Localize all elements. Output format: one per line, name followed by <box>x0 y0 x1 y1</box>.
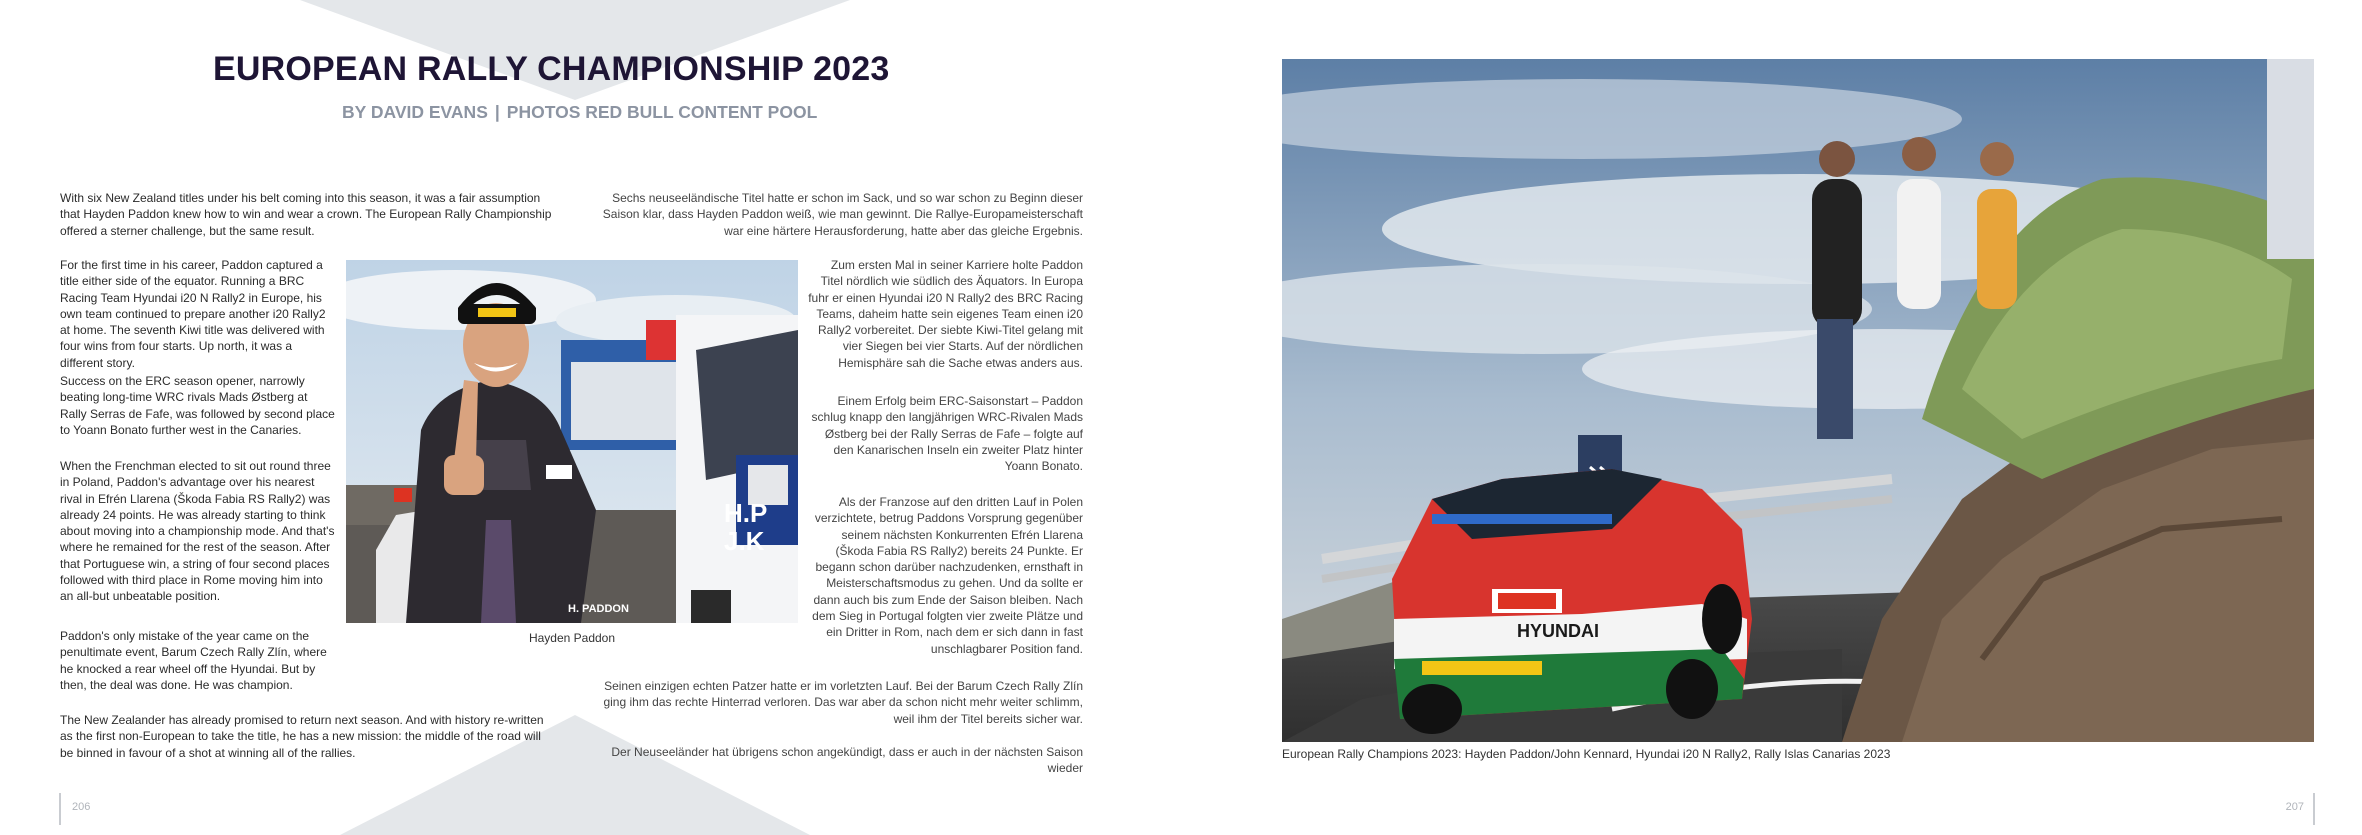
german-paragraph-5: Seinen einzigen echten Patzer hatte er im vorletzten Lauf. Bei der Barum Czech Rally Zlín ging ihm das rechte Hinterrad verloren. Das war aber da schon nicht mehr weiter schlimm, weil ihm der Titel bereits sicher war. <box>603 679 1083 726</box>
english-paragraph-5: Paddon's only mistake of the year came on the penultimate event, Barum Czech Rally Zlín, where he knocked a rear wheel off the Hyundai. But by then, the deal was done. He was champion. <box>60 629 327 692</box>
page-number-left: 206 <box>72 801 91 813</box>
page-number-right: 207 <box>2285 801 2304 813</box>
english-paragraph-1: With six New Zealand titles under his belt coming into this season, it was a fair assumption that Hayden Paddon knew how to win and wear a crown. The European Rally Championship offered a sterner challenge, but the same result. <box>60 191 552 238</box>
german-paragraph-4: Als der Franzose auf den dritten Lauf in Polen verzichtete, betrug Paddons Vorsprung gegenüber seinem nächsten Konkurrenten Efrén Llarena (Škoda Fabia RS Rally2) bereits 24 Punkte. Er begann schon darüber nachzudenken, ernsthaft in Meisterschaftsmodus zu gehen. Und da sollte er dann auch bis zum Ende der Saison bleiben. Nach dem Sieg in Portugal folgten vier zweite Plätze und ein Dritter in Rom, nach dem er sich dann in fast unschlagbarer Position fand. <box>812 495 1083 656</box>
german-paragraph-2: Zum ersten Mal in seiner Karriere holte Paddon Titel nördlich wie südlich des Äquators. In Europa fuhr er einen Hyundai i20 N Rally2 des BRC Racing Teams, daheim hatte sein eigenes Team einen i20 Rally2 vorbereitet. Der siebte Kiwi-Titel gelang mit vier Siegen bei vier Starts. Auf der nördlichen Hemisphäre sah die Sache etwas anders aus. <box>808 258 1083 370</box>
english-paragraph-2: For the first time in his career, Paddon captured a title either side of the equator. Running a BRC Racing Team Hyundai i20 N Rally2 in Europe, his own team continued to prepare another i20 Rally2 at home. The seventh Kiwi title was delivered with four wins from four starts. Up north, it was a different story. <box>60 258 326 370</box>
portrait-photo <box>346 260 798 623</box>
main-rally-photo <box>1282 59 2314 742</box>
article-title: EUROPEAN RALLY CHAMPIONSHIP 2023 <box>213 50 890 88</box>
byline-separator: | <box>494 102 500 122</box>
byline-author: BY DAVID EVANS <box>342 102 488 122</box>
right-page-rule <box>2313 793 2315 825</box>
left-page-rule <box>59 793 61 825</box>
english-paragraph-6: The New Zealander has already promised to return next season. And with history re-written as the first non-European to take the title, he has a new mission: the middle of the road will be binned in favour of a shot at winning all of the rallies. <box>60 713 544 760</box>
portrait-plate-text-2: J.K <box>724 526 765 556</box>
english-paragraph-3: Success on the ERC season opener, narrowly beating long-time WRC rivals Mads Østberg at Rally Serras de Fafe, was followed by second place to Yoann Bonato further west in the Canaries. <box>60 374 335 437</box>
german-paragraph-1: Sechs neuseeländische Titel hatte er schon im Sack, und so war schon zu Beginn dieser Saison klar, dass Hayden Paddon weiß, wie man gewinnt. Die Rallye-Europameisterschaft war eine härtere Herausforderung, hatte aber das gleiche Ergebnis. <box>602 191 1083 238</box>
portrait-caption: Hayden Paddon <box>528 631 616 645</box>
portrait-car-name: H. PADDON <box>568 603 629 615</box>
portrait-plate-text: H.P <box>724 498 768 528</box>
byline-photos: PHOTOS RED BULL CONTENT POOL <box>506 102 818 122</box>
german-paragraph-3: Einem Erfolg beim ERC-Saisonstart – Paddon schlug knapp den langjährigen WRC-Rivalen Mads Østberg bei der Rally Serras de Fafe – folgte auf den Kanarischen Inseln ein zweiter Platz hinter Yoann Bonato. <box>811 394 1083 474</box>
byline <box>342 102 817 123</box>
english-paragraph-4: When the Frenchman elected to sit out round three in Poland, Paddon's advantage over his nearest rival in Efrén Llarena (Škoda Fabia RS Rally2) was already 24 points. He was already starting to think about moving into a championship mode. And that's where he remained for the rest of the season. After that Portuguese win, a string of four second places followed with third place in Rome moving him into an all-but unbeatable position. <box>60 459 335 604</box>
german-paragraph-6: Der Neuseeländer hat übrigens schon angekündigt, dass er auch in der nächsten Saison wieder <box>611 745 1083 776</box>
car-livery-text: HYUNDAI <box>1517 621 1600 641</box>
main-photo-caption: European Rally Champions 2023: Hayden Paddon/John Kennard, Hyundai i20 N Rally2, Rally Islas Canarias 2023 <box>1282 747 1891 761</box>
